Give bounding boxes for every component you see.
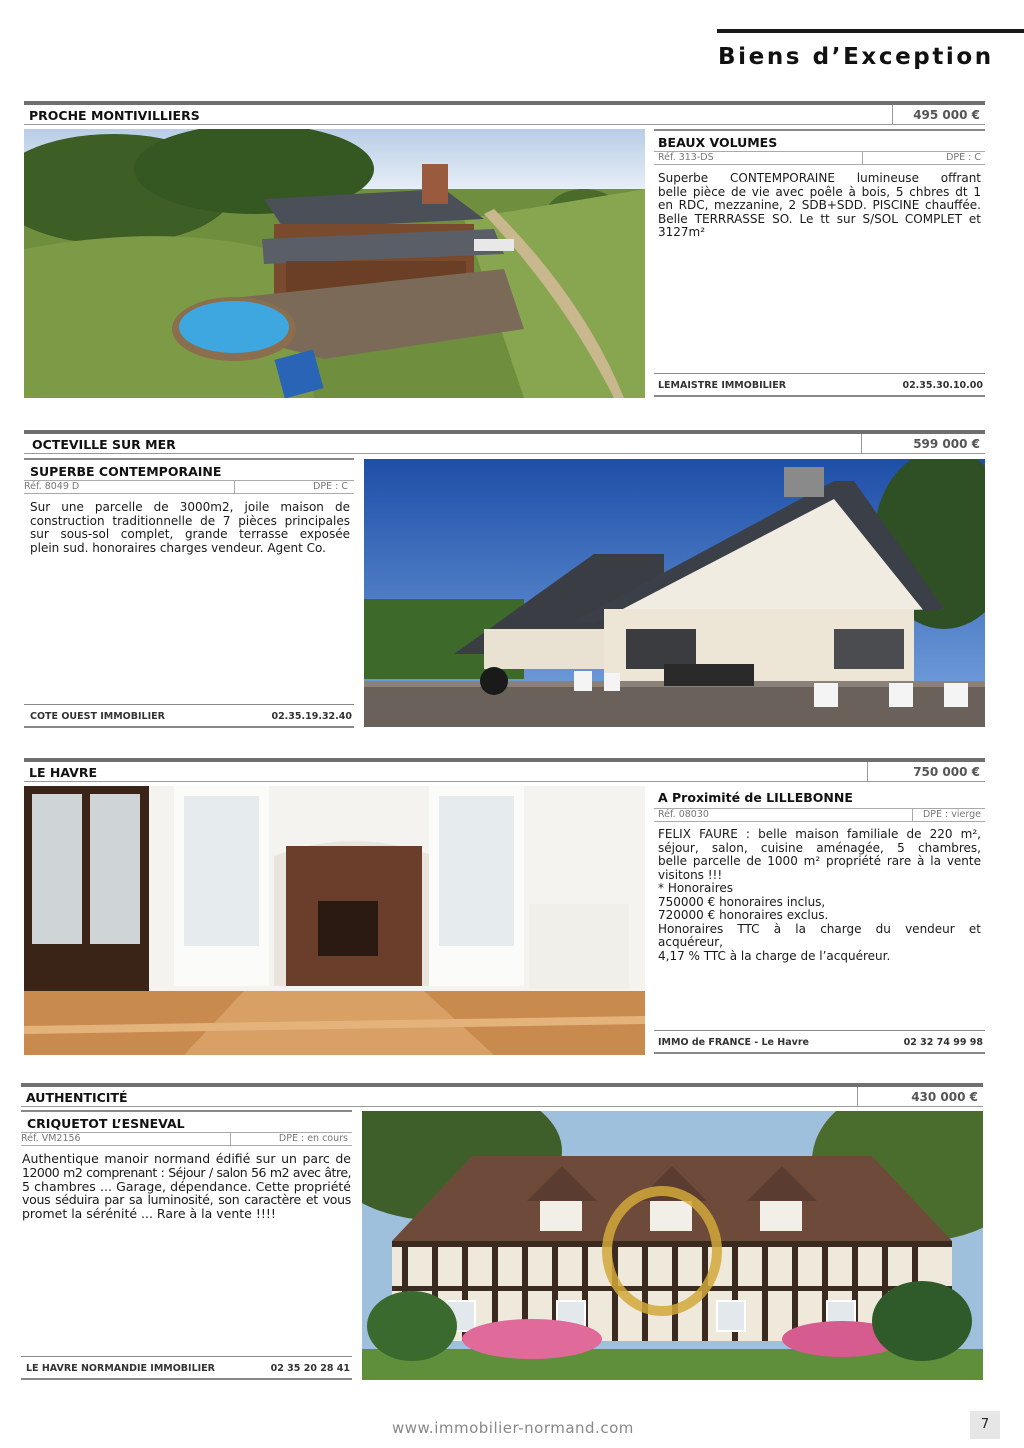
ref-row bbox=[21, 1132, 352, 1146]
listing-subtitle: CRIQUETOT L’ESNEVAL bbox=[27, 1116, 185, 1131]
description-line: séjour, salon, cuisine aménagée, 5 chambres, bbox=[658, 840, 981, 855]
page-title: Biens d’Exception bbox=[718, 44, 994, 70]
agency-name: IMMO de FRANCE - Le Havre bbox=[658, 1037, 809, 1048]
listing-price: 599 000 € bbox=[913, 437, 980, 451]
header-rule bbox=[717, 29, 1024, 33]
agency-phone: 02.35.19.32.40 bbox=[271, 711, 352, 722]
listing-description bbox=[22, 1152, 351, 1221]
description-line: acquéreur, bbox=[658, 935, 723, 949]
listing-subtitle: BEAUX VOLUMES bbox=[658, 135, 778, 150]
description-line: sur sous-sol complet, grande terrasse exposée bbox=[30, 527, 350, 541]
listing-info bbox=[24, 458, 354, 728]
description-line: Authentique manoir normand édifié sur un parc de bbox=[22, 1151, 351, 1166]
listing-location: OCTEVILLE SUR MER bbox=[32, 437, 176, 452]
ref-divider bbox=[230, 1133, 231, 1145]
house-with-pool-photo bbox=[24, 129, 645, 398]
description-line: Belle TERRRASSE SO. Le tt sur S/SOL COMPLET et bbox=[658, 211, 981, 226]
listing-subtitle: SUPERBE CONTEMPORAINE bbox=[30, 464, 222, 479]
listing-location: AUTHENTICITÉ bbox=[26, 1090, 128, 1105]
listing-location: PROCHE MONTIVILLIERS bbox=[29, 108, 200, 123]
footer-website-url[interactable]: www.immobilier-normand.com bbox=[392, 1419, 634, 1437]
listing-description bbox=[658, 828, 981, 963]
ref-row bbox=[24, 480, 354, 494]
listing-dpe: DPE : vierge bbox=[922, 809, 981, 820]
description-line: en RDC, mezzanine, 2 SDB+SDD. PISCINE chauffée. bbox=[658, 198, 981, 212]
listing-le-havre bbox=[24, 758, 985, 1056]
page-number: 7 bbox=[980, 1417, 990, 1432]
listing-ref: Réf. 08030 bbox=[658, 809, 709, 820]
ref-row bbox=[654, 151, 985, 165]
description-line: 12000 m2 comprenant : Séjour / salon 56 m2 avec âtre, bbox=[22, 1164, 351, 1180]
listing-description bbox=[30, 501, 350, 555]
listing-authenticite bbox=[21, 1083, 983, 1381]
agency-phone: 02.35.30.10.00 bbox=[902, 380, 983, 391]
price-box bbox=[867, 762, 985, 782]
agency-name: COTE OUEST IMMOBILIER bbox=[30, 711, 165, 722]
listing-title-bar bbox=[24, 762, 985, 782]
listing-info bbox=[21, 1110, 352, 1381]
listing-ref: Réf. 8049 D bbox=[24, 481, 80, 492]
ref-row bbox=[654, 808, 985, 822]
description-line: FELIX FAURE : belle maison familiale de 220 m², bbox=[658, 827, 981, 841]
listing-ref: Réf. VM2156 bbox=[21, 1133, 81, 1144]
white-house-terrace-photo bbox=[364, 459, 985, 727]
agency-phone: 02 32 74 99 98 bbox=[903, 1037, 983, 1048]
ref-divider bbox=[912, 809, 913, 821]
subtitle-row bbox=[654, 129, 985, 151]
description-line: visitons !!! bbox=[658, 867, 723, 882]
description-line: * Honoraires bbox=[658, 881, 734, 895]
agency-phone: 02 35 20 28 41 bbox=[270, 1363, 350, 1374]
description-line: Superbe CONTEMPORAINE lumineuse offrant bbox=[658, 171, 981, 185]
description-line: belle pièce de vie avec poêle à bois, 5 chbres dt 1 bbox=[658, 184, 981, 199]
listing-proche-montivilliers bbox=[24, 101, 985, 399]
listing-price: 750 000 € bbox=[913, 765, 980, 779]
description-line: vous séduira par sa luminosité, son caractère et vous bbox=[22, 1192, 351, 1208]
agency-name: LEMAISTRE IMMOBILIER bbox=[658, 380, 787, 391]
subtitle-row bbox=[24, 458, 354, 480]
interior-fireplace-photo bbox=[24, 786, 645, 1055]
description-line: 3127m² bbox=[658, 225, 706, 239]
ref-divider bbox=[234, 481, 235, 493]
listing-title-bar bbox=[24, 434, 985, 454]
description-line: Sur une parcelle de 3000m2, joile maison de bbox=[30, 500, 350, 514]
listing-subtitle: A Proximité de LILLEBONNE bbox=[658, 790, 853, 805]
listing-dpe: DPE : C bbox=[946, 152, 981, 163]
listing-ref: Réf. 313-DS bbox=[658, 152, 714, 163]
listing-description bbox=[658, 172, 981, 240]
listing-price: 495 000 € bbox=[913, 108, 980, 122]
description-line: plein sud. honoraires charges vendeur. Agent Co. bbox=[30, 540, 326, 555]
description-line: promet la sérénité ... Rare à la vente !!!! bbox=[22, 1206, 276, 1222]
description-line: 720000 € honoraires exclus. bbox=[658, 908, 829, 922]
listing-octeville-sur-mer bbox=[24, 430, 985, 728]
agency-name: LE HAVRE NORMANDIE IMMOBILIER bbox=[26, 1363, 215, 1374]
listing-location: LE HAVRE bbox=[29, 765, 97, 780]
agency-row bbox=[654, 1030, 985, 1054]
description-line: 4,17 % TTC à la charge de l’acquéreur. bbox=[658, 948, 891, 963]
listing-dpe: DPE : en cours bbox=[278, 1133, 348, 1144]
agency-row bbox=[21, 1356, 352, 1380]
norman-manor-photo bbox=[362, 1111, 983, 1380]
subtitle-row bbox=[654, 786, 985, 808]
description-line: Honoraires TTC à la charge du vendeur et bbox=[658, 921, 981, 936]
agency-row bbox=[654, 373, 985, 397]
description-line: 750000 € honoraires inclus, bbox=[658, 894, 826, 909]
description-line: 5 chambres ... Garage, dépendance. Cette propriété bbox=[22, 1178, 351, 1194]
page-number-box bbox=[970, 1411, 1000, 1439]
listing-title-bar bbox=[21, 1087, 983, 1107]
listing-info bbox=[654, 129, 985, 399]
price-box bbox=[857, 1087, 983, 1107]
listing-dpe: DPE : C bbox=[313, 481, 348, 492]
listing-price: 430 000 € bbox=[911, 1090, 978, 1104]
description-line: belle parcelle de 1000 m² propriété rare à la vente bbox=[658, 854, 981, 868]
subtitle-row bbox=[21, 1110, 352, 1132]
listing-title-bar bbox=[24, 105, 985, 125]
description-line: construction traditionnelle de 7 pièces principales bbox=[30, 513, 350, 528]
price-box bbox=[892, 105, 985, 125]
listing-info bbox=[654, 786, 985, 1056]
ref-divider bbox=[862, 152, 863, 164]
agency-row bbox=[24, 704, 354, 728]
price-box bbox=[861, 434, 985, 454]
